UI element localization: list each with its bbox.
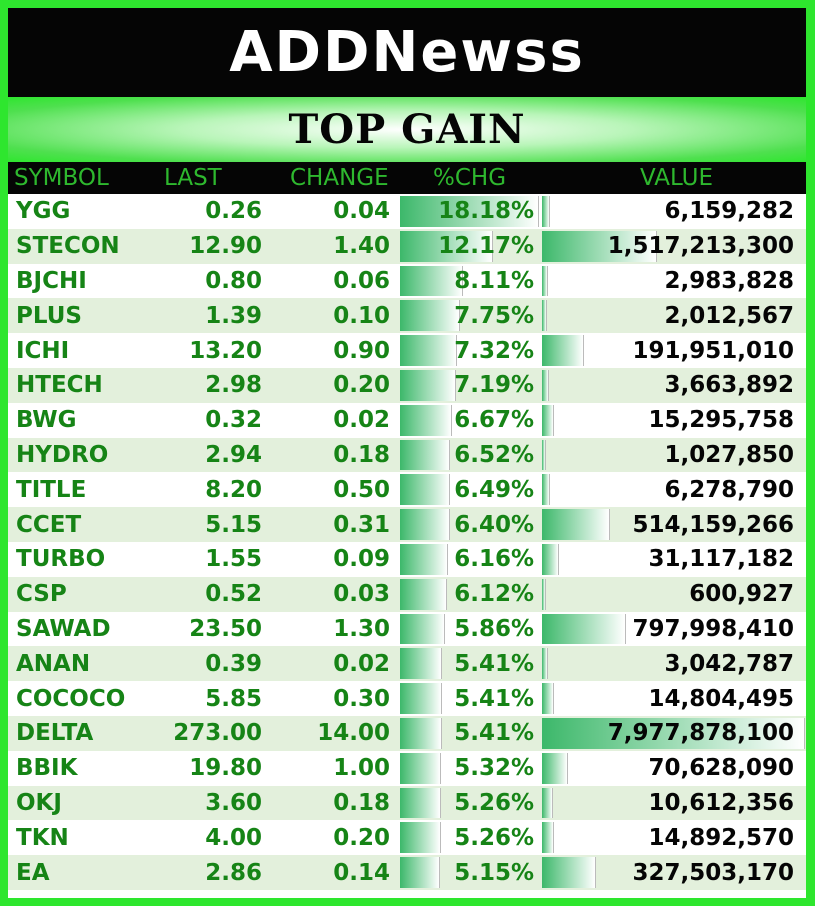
symbol-cell-text: TKN <box>16 824 69 851</box>
value-cell-bar <box>542 440 546 471</box>
last-cell-text: 8.20 <box>205 476 262 503</box>
pctchg-cell-text: 6.52% <box>454 441 534 468</box>
value-cell-text: 6,278,790 <box>664 476 794 503</box>
last-cell <box>156 820 272 855</box>
symbol-cell-text: BWG <box>16 407 77 434</box>
pctchg-cell-bar <box>400 300 460 331</box>
change-cell <box>272 507 398 542</box>
last-cell-text: 2.94 <box>205 441 262 468</box>
last-cell-text: 12.90 <box>189 233 262 260</box>
logo-bar <box>8 8 806 97</box>
table-body <box>8 194 806 890</box>
pctchg-cell-bar <box>400 648 442 679</box>
table-row <box>8 820 806 855</box>
value-cell-text: 6,159,282 <box>664 198 794 225</box>
value-cell <box>540 298 806 333</box>
last-cell <box>156 786 272 821</box>
symbol-cell <box>8 438 156 473</box>
last-cell <box>156 333 272 368</box>
pctchg-cell <box>398 264 540 299</box>
change-cell-text: 0.30 <box>333 685 390 712</box>
pctchg-cell-text: 7.19% <box>454 372 534 399</box>
value-cell-bar <box>542 370 549 401</box>
change-cell <box>272 786 398 821</box>
symbol-cell-text: PLUS <box>16 302 82 329</box>
last-cell <box>156 751 272 786</box>
value-cell <box>540 681 806 716</box>
value-cell-bar <box>542 683 554 714</box>
value-cell-bar <box>542 405 554 436</box>
value-cell-bar <box>542 196 550 227</box>
pctchg-cell <box>398 612 540 647</box>
value-cell-bar <box>542 753 568 784</box>
symbol-cell <box>8 855 156 890</box>
last-cell <box>156 298 272 333</box>
value-cell-bar <box>542 857 596 888</box>
last-cell-text: 4.00 <box>205 824 262 851</box>
value-cell <box>540 646 806 681</box>
value-cell <box>540 333 806 368</box>
pctchg-cell-text: 6.16% <box>454 546 534 573</box>
header-last: LAST <box>164 165 222 191</box>
change-cell <box>272 368 398 403</box>
change-cell-text: 0.14 <box>333 859 390 886</box>
symbol-cell-text: SAWAD <box>16 615 111 642</box>
change-cell <box>272 820 398 855</box>
symbol-cell-text: CCET <box>16 511 82 538</box>
pctchg-cell-text: 18.18% <box>438 198 534 225</box>
value-cell-text: 31,117,182 <box>648 546 794 573</box>
change-cell <box>272 438 398 473</box>
pctchg-cell-bar <box>400 509 450 540</box>
pctchg-cell <box>398 716 540 751</box>
table-row <box>8 229 806 264</box>
pctchg-cell <box>398 751 540 786</box>
pctchg-cell <box>398 646 540 681</box>
value-cell <box>540 472 806 507</box>
value-cell <box>540 542 806 577</box>
change-cell <box>272 333 398 368</box>
value-cell-text: 327,503,170 <box>632 859 794 886</box>
symbol-cell <box>8 229 156 264</box>
symbol-cell <box>8 333 156 368</box>
value-cell <box>540 751 806 786</box>
pctchg-cell-bar <box>400 335 457 366</box>
last-cell <box>156 507 272 542</box>
last-cell <box>156 542 272 577</box>
logo <box>229 20 585 85</box>
value-cell <box>540 577 806 612</box>
change-cell <box>272 229 398 264</box>
header-value: VALUE <box>640 165 714 191</box>
pctchg-cell-text: 7.75% <box>454 302 534 329</box>
pctchg-cell-text: 5.86% <box>454 615 534 642</box>
header-symbol: SYMBOL <box>14 165 109 191</box>
change-cell <box>272 194 398 229</box>
last-cell-text: 0.26 <box>205 198 262 225</box>
table-row <box>8 438 806 473</box>
pctchg-cell <box>398 368 540 403</box>
last-cell-text: 1.39 <box>205 302 262 329</box>
pctchg-cell-bar <box>400 718 442 749</box>
change-cell-text: 0.90 <box>333 337 390 364</box>
change-cell <box>272 577 398 612</box>
symbol-cell-text: CSP <box>16 581 67 608</box>
pctchg-cell-text: 8.11% <box>454 267 534 294</box>
table-header <box>8 162 806 194</box>
value-cell-text: 797,998,410 <box>632 615 794 642</box>
symbol-cell-text: EA <box>16 859 50 886</box>
symbol-cell <box>8 751 156 786</box>
value-cell-text: 15,295,758 <box>648 407 794 434</box>
pctchg-cell-bar <box>400 683 442 714</box>
last-cell <box>156 438 272 473</box>
table-row <box>8 855 806 890</box>
value-cell-bar <box>542 579 546 610</box>
last-cell-text: 2.98 <box>205 372 262 399</box>
last-cell-text: 19.80 <box>189 755 262 782</box>
value-cell <box>540 507 806 542</box>
table-row <box>8 786 806 821</box>
symbol-cell-text: OKJ <box>16 789 62 816</box>
value-cell-bar <box>542 544 559 575</box>
value-cell-text: 14,892,570 <box>648 824 794 851</box>
table-row <box>8 646 806 681</box>
table-row <box>8 542 806 577</box>
last-cell-text: 23.50 <box>189 615 262 642</box>
change-cell <box>272 472 398 507</box>
change-cell <box>272 855 398 890</box>
symbol-cell-text: DELTA <box>16 720 94 747</box>
last-cell <box>156 577 272 612</box>
value-cell <box>540 264 806 299</box>
last-cell-text: 0.32 <box>205 407 262 434</box>
symbol-cell-text: YGG <box>16 198 71 225</box>
change-cell <box>272 646 398 681</box>
value-cell-text: 2,012,567 <box>664 302 794 329</box>
pctchg-cell-text: 5.26% <box>454 824 534 851</box>
pctchg-cell <box>398 472 540 507</box>
change-cell-text: 1.40 <box>333 233 390 260</box>
change-cell-text: 0.06 <box>333 267 390 294</box>
table-row <box>8 298 806 333</box>
last-cell-text: 5.85 <box>205 685 262 712</box>
last-cell-text: 1.55 <box>205 546 262 573</box>
last-cell-text: 5.15 <box>205 511 262 538</box>
last-cell <box>156 646 272 681</box>
symbol-cell-text: COCOCO <box>16 685 126 712</box>
symbol-cell <box>8 298 156 333</box>
frame <box>8 8 806 898</box>
change-cell <box>272 542 398 577</box>
table-row <box>8 507 806 542</box>
last-cell-text: 13.20 <box>189 337 262 364</box>
symbol-cell <box>8 646 156 681</box>
symbol-cell-text: BJCHI <box>16 267 87 294</box>
change-cell <box>272 264 398 299</box>
last-cell <box>156 229 272 264</box>
pctchg-cell-bar <box>400 788 441 819</box>
change-cell-text: 0.03 <box>333 581 390 608</box>
value-cell-bar <box>542 300 547 331</box>
change-cell <box>272 612 398 647</box>
symbol-cell <box>8 716 156 751</box>
table-row <box>8 681 806 716</box>
pctchg-cell <box>398 786 540 821</box>
pctchg-cell-text: 5.26% <box>454 789 534 816</box>
value-cell <box>540 786 806 821</box>
value-cell-text: 514,159,266 <box>632 511 794 538</box>
pctchg-cell-text: 5.41% <box>454 720 534 747</box>
value-cell-text: 3,663,892 <box>664 372 794 399</box>
pctchg-cell-bar <box>400 579 447 610</box>
value-cell <box>540 229 806 264</box>
logo-text: ADDNewss <box>229 20 585 85</box>
value-cell-text: 10,612,356 <box>648 789 794 816</box>
value-cell-bar <box>542 509 610 540</box>
value-cell-bar <box>542 335 584 366</box>
pctchg-cell-text: 6.12% <box>454 581 534 608</box>
table-row <box>8 368 806 403</box>
value-cell <box>540 194 806 229</box>
value-cell-text: 70,628,090 <box>648 755 794 782</box>
pctchg-cell-bar <box>400 753 441 784</box>
symbol-cell <box>8 507 156 542</box>
pctchg-cell-text: 5.41% <box>454 650 534 677</box>
header-pctchg: %CHG <box>433 165 507 191</box>
value-cell <box>540 438 806 473</box>
change-cell-text: 0.02 <box>333 407 390 434</box>
symbol-cell <box>8 472 156 507</box>
last-cell-text: 0.80 <box>205 267 262 294</box>
last-cell-text: 0.52 <box>205 581 262 608</box>
change-cell-text: 0.04 <box>333 198 390 225</box>
pctchg-cell <box>398 507 540 542</box>
pctchg-cell-bar <box>400 857 440 888</box>
pctchg-cell <box>398 542 540 577</box>
header-change: CHANGE <box>290 165 389 191</box>
value-cell-text: 600,927 <box>689 581 794 608</box>
symbol-cell <box>8 194 156 229</box>
pctchg-cell-text: 12.17% <box>438 233 534 260</box>
value-cell-text: 14,804,495 <box>648 685 794 712</box>
pctchg-cell <box>398 333 540 368</box>
title-band <box>8 97 806 162</box>
symbol-cell <box>8 786 156 821</box>
change-cell-text: 0.31 <box>333 511 390 538</box>
symbol-cell <box>8 577 156 612</box>
value-cell <box>540 716 806 751</box>
value-cell-text: 1,027,850 <box>664 441 794 468</box>
change-cell-text: 0.02 <box>333 650 390 677</box>
value-cell-text: 7,977,878,100 <box>607 720 794 747</box>
last-cell <box>156 368 272 403</box>
pctchg-cell-text: 5.32% <box>454 755 534 782</box>
symbol-cell <box>8 264 156 299</box>
symbol-cell <box>8 368 156 403</box>
last-cell <box>156 472 272 507</box>
pctchg-cell-text: 5.41% <box>454 685 534 712</box>
value-cell-bar <box>542 614 626 645</box>
change-cell-text: 0.10 <box>333 302 390 329</box>
value-cell <box>540 820 806 855</box>
pctchg-cell-bar <box>400 370 456 401</box>
page-title: TOP GAIN <box>288 106 526 153</box>
symbol-cell <box>8 612 156 647</box>
value-cell-text: 1,517,213,300 <box>607 233 794 260</box>
pctchg-cell <box>398 855 540 890</box>
table-row <box>8 333 806 368</box>
change-cell <box>272 751 398 786</box>
symbol-cell <box>8 820 156 855</box>
value-cell <box>540 403 806 438</box>
symbol-cell-text: HYDRO <box>16 441 109 468</box>
change-cell-text: 0.18 <box>333 441 390 468</box>
value-cell-bar <box>542 788 553 819</box>
pctchg-cell <box>398 403 540 438</box>
change-cell <box>272 403 398 438</box>
pctchg-cell-text: 7.32% <box>454 337 534 364</box>
last-cell-text: 2.86 <box>205 859 262 886</box>
last-cell <box>156 194 272 229</box>
table-row <box>8 716 806 751</box>
last-cell <box>156 716 272 751</box>
change-cell-text: 0.20 <box>333 372 390 399</box>
pctchg-cell-text: 6.49% <box>454 476 534 503</box>
pctchg-cell-bar <box>400 440 450 471</box>
change-cell-text: 0.18 <box>333 789 390 816</box>
pctchg-cell <box>398 577 540 612</box>
symbol-cell <box>8 681 156 716</box>
change-cell-text: 1.00 <box>333 755 390 782</box>
symbol-cell-text: TURBO <box>16 546 106 573</box>
value-cell-text: 3,042,787 <box>664 650 794 677</box>
last-cell <box>156 612 272 647</box>
symbol-cell-text: ICHI <box>16 337 70 364</box>
last-cell <box>156 264 272 299</box>
pctchg-cell <box>398 298 540 333</box>
pctchg-cell <box>398 194 540 229</box>
pctchg-cell-text: 6.67% <box>454 407 534 434</box>
symbol-cell-text: STECON <box>16 233 120 260</box>
value-cell-text: 2,983,828 <box>664 267 794 294</box>
pctchg-cell-bar <box>400 544 448 575</box>
top-gain-table <box>8 162 806 890</box>
value-cell-text: 191,951,010 <box>632 337 794 364</box>
pctchg-cell <box>398 820 540 855</box>
last-cell-text: 3.60 <box>205 789 262 816</box>
symbol-cell-text: ANAN <box>16 650 91 677</box>
value-cell-bar <box>542 648 548 679</box>
value-cell-bar <box>542 266 548 297</box>
table-row <box>8 751 806 786</box>
pctchg-cell-bar <box>400 614 445 645</box>
pctchg-cell-text: 6.40% <box>454 511 534 538</box>
change-cell <box>272 298 398 333</box>
pctchg-cell <box>398 229 540 264</box>
value-cell <box>540 612 806 647</box>
pctchg-cell-bar <box>400 474 450 505</box>
pctchg-cell-bar <box>400 405 452 436</box>
change-cell-text: 0.50 <box>333 476 390 503</box>
change-cell <box>272 681 398 716</box>
table-row <box>8 472 806 507</box>
symbol-cell-text: TITLE <box>16 476 87 503</box>
change-cell-text: 0.09 <box>333 546 390 573</box>
value-cell <box>540 368 806 403</box>
last-cell-text: 0.39 <box>205 650 262 677</box>
table-row <box>8 577 806 612</box>
table-row <box>8 612 806 647</box>
symbol-cell-text: HTECH <box>16 372 103 399</box>
pctchg-cell-text: 5.15% <box>454 859 534 886</box>
symbol-cell <box>8 542 156 577</box>
change-cell-text: 1.30 <box>333 615 390 642</box>
change-cell-text: 0.20 <box>333 824 390 851</box>
change-cell <box>272 716 398 751</box>
table-row <box>8 264 806 299</box>
table-row <box>8 403 806 438</box>
pctchg-cell-bar <box>400 822 441 853</box>
symbol-cell <box>8 403 156 438</box>
last-cell-text: 273.00 <box>173 720 262 747</box>
value-cell-bar <box>542 474 550 505</box>
value-cell-bar <box>542 822 554 853</box>
table-row <box>8 194 806 229</box>
pctchg-cell <box>398 438 540 473</box>
value-cell <box>540 855 806 890</box>
pctchg-cell <box>398 681 540 716</box>
last-cell <box>156 681 272 716</box>
change-cell-text: 14.00 <box>317 720 390 747</box>
last-cell <box>156 855 272 890</box>
symbol-cell-text: BBIK <box>16 755 78 782</box>
last-cell <box>156 403 272 438</box>
